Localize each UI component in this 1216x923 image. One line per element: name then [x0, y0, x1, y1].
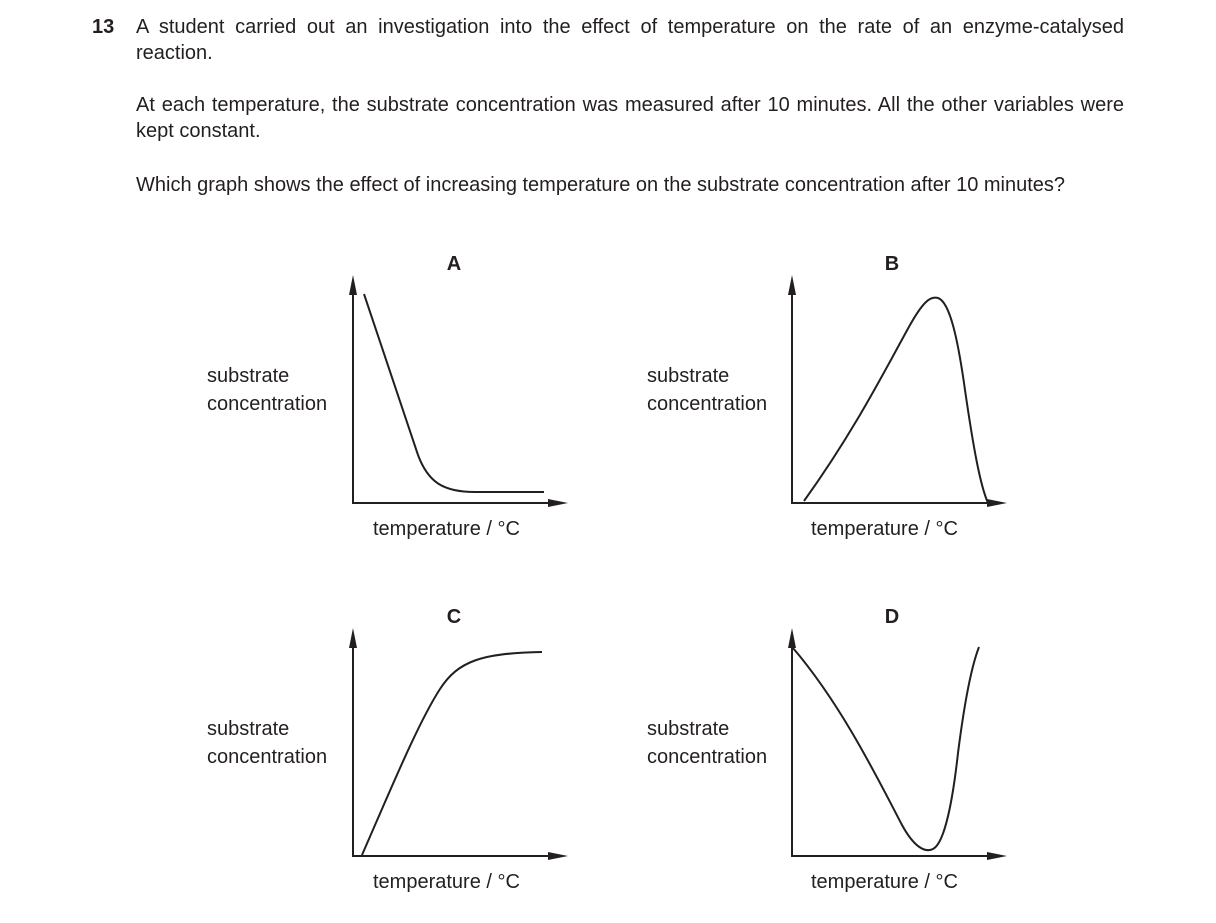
- question-prompt: Which graph shows the effect of increasing temperature on the substrate concentration after 10 minutes?: [136, 174, 1066, 196]
- y-axis-label: substrate concentration: [647, 365, 768, 415]
- curve-a: [364, 294, 544, 492]
- graph-option-a[interactable]: [200, 250, 620, 570]
- curve-c: [362, 652, 542, 855]
- y-axis-label: substrate concentration: [207, 718, 328, 768]
- y-axis-label: substrate concentration: [207, 365, 328, 415]
- x-axis-arrow: [987, 852, 1007, 860]
- x-axis-label: temperature / °C: [373, 871, 520, 893]
- x-axis-label: temperature / °C: [811, 518, 958, 540]
- x-axis-arrow: [548, 852, 568, 860]
- x-axis-arrow: [548, 499, 568, 507]
- curve-d: [793, 647, 979, 850]
- x-axis-label: temperature / °C: [811, 871, 958, 893]
- option-letter-d: D: [884, 606, 900, 628]
- y-axis-label: substrate concentration: [647, 718, 768, 768]
- graph-d-plot: [640, 603, 1060, 923]
- y-axis-arrow: [788, 275, 796, 295]
- question-intro: A student carried out an investigation into the effect of temperature on the rate of an enzyme-catalysed reaction.: [136, 16, 1124, 64]
- y-axis-arrow: [788, 628, 796, 648]
- curve-b: [804, 298, 988, 503]
- option-letter-a: A: [446, 253, 462, 275]
- x-axis-arrow: [987, 499, 1007, 507]
- graph-a-plot: [200, 250, 620, 570]
- graph-c-plot: [200, 603, 620, 923]
- graph-option-d[interactable]: [640, 603, 1060, 923]
- y-axis-arrow: [349, 628, 357, 648]
- question-number: 13: [92, 16, 115, 38]
- option-letter-b: B: [884, 253, 900, 275]
- option-letter-c: C: [446, 606, 462, 628]
- question-method: At each temperature, the substrate concentration was measured after 10 minutes. All the other variables were kept constant.: [136, 94, 1124, 142]
- graph-option-c[interactable]: [200, 603, 620, 923]
- graph-option-b[interactable]: [640, 250, 1060, 570]
- x-axis-label: temperature / °C: [373, 518, 520, 540]
- graph-b-plot: [640, 250, 1060, 570]
- y-axis-arrow: [349, 275, 357, 295]
